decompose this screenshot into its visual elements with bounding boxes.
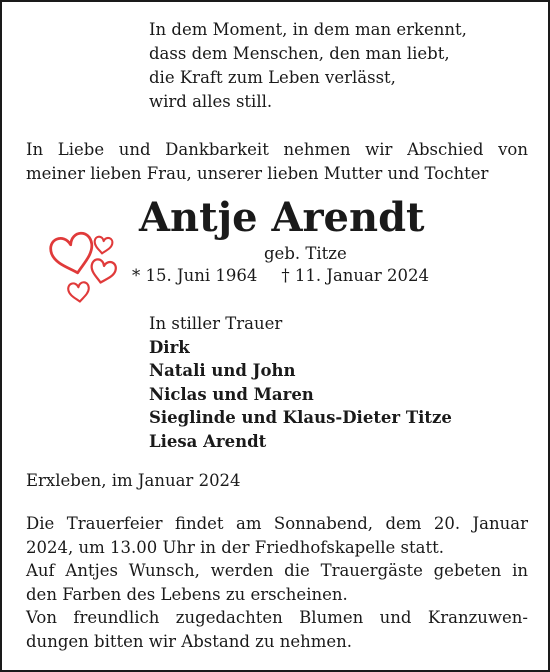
poem-line: wird alles still. bbox=[149, 92, 273, 111]
life-dates bbox=[132, 264, 429, 288]
death-date: † 11. Januar 2024 bbox=[281, 266, 430, 285]
info-line: Auf Antjes Wunsch, werden die Trauergäste gebeten in bbox=[26, 561, 528, 580]
mourner-name: Dirk bbox=[149, 337, 190, 357]
mourner-name: Liesa Arendt bbox=[149, 431, 267, 451]
place-and-date: Erxleben, im Januar 2024 bbox=[26, 471, 241, 490]
info-line: Von freundlich zugedachten Blumen und Kranzuwen- bbox=[26, 608, 528, 627]
intro-line: In Liebe und Dankbarkeit nehmen wir Abschied von bbox=[26, 140, 528, 159]
poem bbox=[149, 18, 467, 114]
deceased-name: Antje Arendt bbox=[139, 194, 425, 241]
mourner-name: Niclas und Maren bbox=[149, 384, 314, 404]
maiden-name: geb. Titze bbox=[264, 244, 347, 263]
poem-line: die Kraft zum Leben verlässt, bbox=[149, 68, 396, 87]
mourner-name: Natali und John bbox=[149, 361, 296, 380]
poem-line: In dem Moment, in dem man erkennt, bbox=[149, 20, 467, 39]
intro-text bbox=[26, 138, 528, 186]
mourners bbox=[149, 312, 452, 453]
mourners-intro: In stiller Trauer bbox=[149, 314, 283, 333]
mourner-name: Sieglinde und Klaus-Dieter Titze bbox=[149, 408, 452, 427]
funeral-info bbox=[26, 512, 528, 653]
info-line: dungen bitten wir Abstand zu nehmen. bbox=[26, 631, 352, 651]
birth-date: * 15. Juni 1964 bbox=[132, 266, 258, 285]
hearts-icon bbox=[34, 214, 129, 309]
intro-line: meiner lieben Frau, unserer lieben Mutter und Tochter bbox=[26, 164, 489, 183]
info-line: 2024, um 13.00 Uhr in der Friedhofskapelle statt. bbox=[26, 537, 444, 557]
poem-line: dass dem Menschen, den man liebt, bbox=[149, 44, 450, 63]
info-line: Die Trauerfeier findet am Sonnabend, dem 20. Januar bbox=[26, 514, 528, 533]
info-line: den Farben des Lebens zu erscheinen. bbox=[26, 584, 348, 604]
